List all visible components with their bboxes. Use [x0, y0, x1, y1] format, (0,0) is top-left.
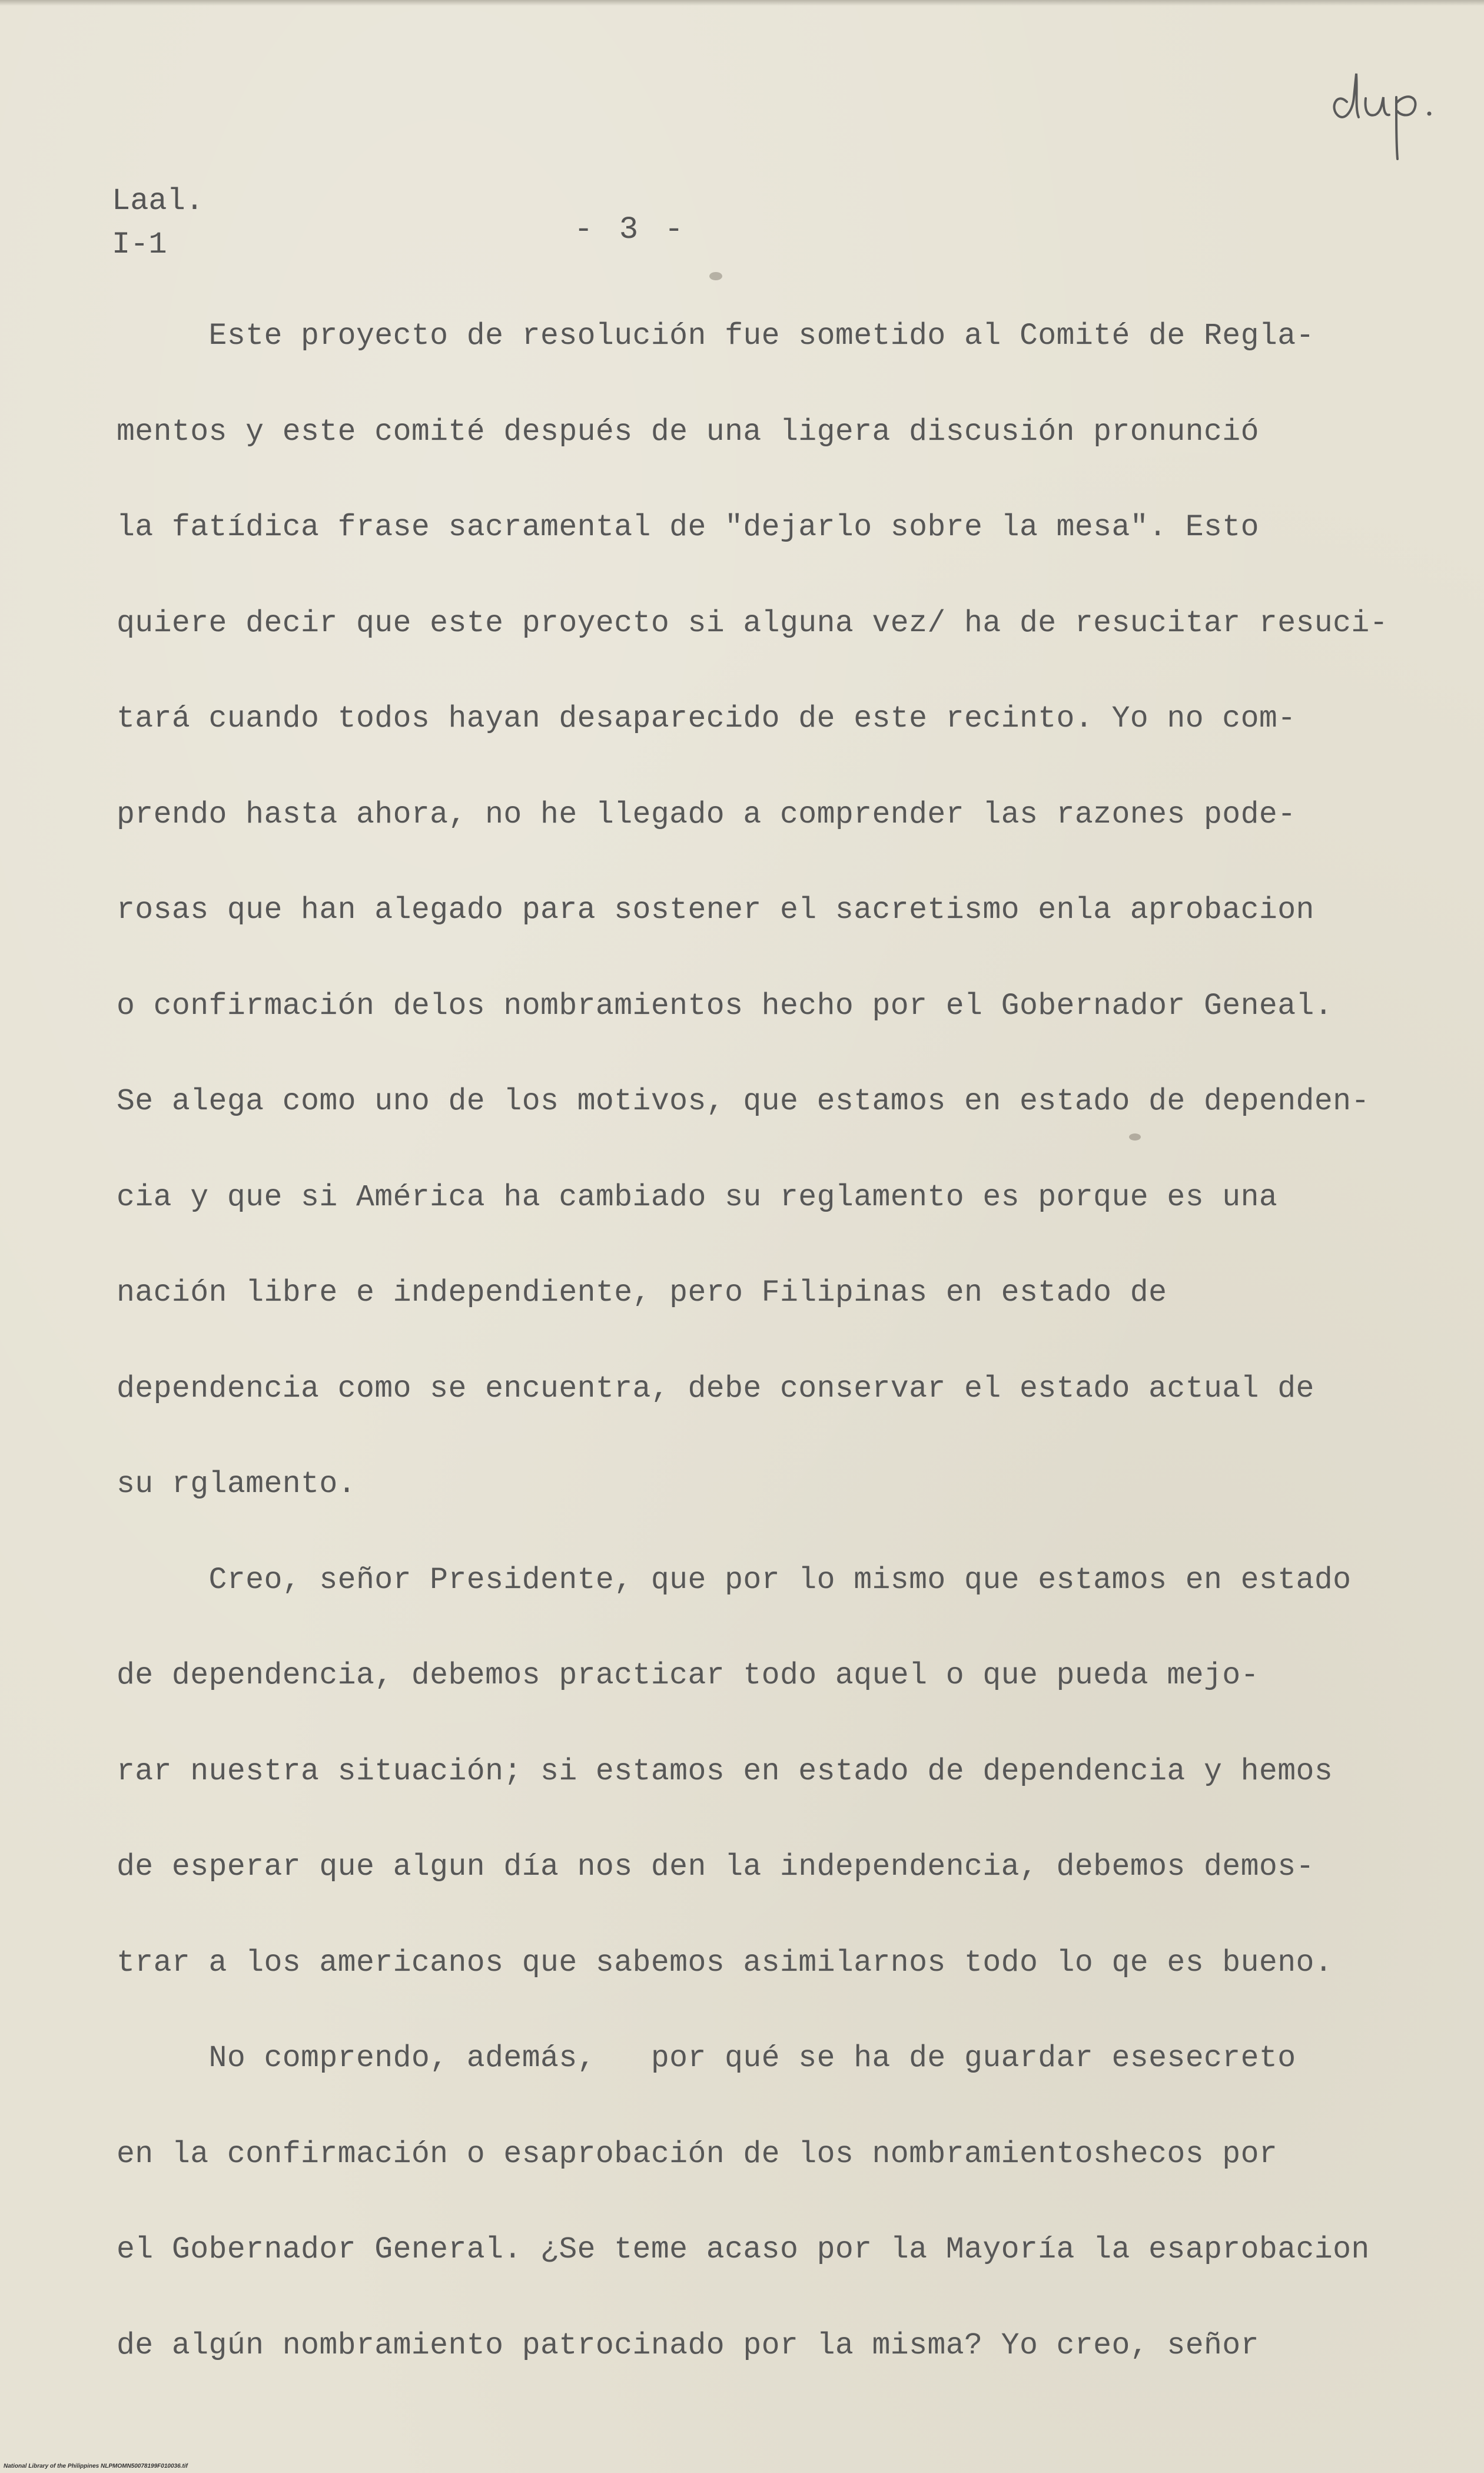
scan-top-edge	[0, 0, 1484, 6]
body-text	[117, 289, 1412, 2394]
text-line: trar a los americanos que sabemos asimilarnos todo lo qe es bueno.	[117, 1945, 1333, 1980]
ink-smudge	[1129, 1133, 1141, 1141]
header-author: Laal.	[112, 184, 204, 218]
text-line: el Gobernador General. ¿Se teme acaso por la Mayoría la esaprobacion	[117, 2233, 1370, 2267]
text-line: de algún nombramiento patrocinado por la misma? Yo creo, señor	[117, 2328, 1259, 2363]
text-line: quiere decir que este proyecto si alguna vez/ ha de resucitar resuci-	[117, 606, 1389, 641]
text-line: No comprendo, además, por qué se ha de guardar esesecreto	[117, 2041, 1296, 2076]
text-line: nación libre e independiente, pero Filipinas en estado de	[117, 1276, 1167, 1310]
text-line: Se alega como uno de los motivos, que estamos en estado de dependen-	[117, 1085, 1370, 1119]
text-line: cia y que si América ha cambiado su reglamento es porque es una	[117, 1180, 1278, 1215]
text-line: mentos y este comité después de una ligera discusión pronunció	[117, 415, 1259, 449]
text-line: rosas que han alegado para sostener el sacretismo enla aprobacion	[117, 893, 1314, 927]
document-header	[112, 180, 204, 267]
text-line: de dependencia, debemos practicar todo aquel o que pueda mejo-	[117, 1659, 1259, 1693]
scan-credit: National Library of the Philippines NLPMOMN50078199F010036.tif	[4, 2463, 188, 2469]
ink-smudge	[709, 272, 722, 280]
text-line: prendo hasta ahora, no he llegado a comprender las razones pode-	[117, 797, 1296, 832]
text-line: tará cuando todos hayan desaparecido de este recinto. Yo no com-	[117, 702, 1296, 736]
text-line: o confirmación delos nombramientos hecho por el Gobernador Geneal.	[117, 989, 1333, 1023]
text-line: Creo, señor Presidente, que por lo mismo que estamos en estado	[117, 1563, 1352, 1597]
text-line: de esperar que algun día nos den la independencia, debemos demos-	[117, 1850, 1314, 1884]
header-reference: I-1	[112, 227, 167, 262]
page-number: - 3 -	[574, 212, 688, 248]
text-line: Este proyecto de resolución fue sometido al Comité de Regla-	[117, 319, 1314, 353]
text-line: dependencia como se encuentra, debe conservar el estado actual de	[117, 1371, 1314, 1406]
text-line: la fatídica frase sacramental de "dejarlo sobre la mesa". Esto	[117, 510, 1259, 545]
text-line: en la confirmación o esaprobación de los nombramientoshecos por	[117, 2137, 1278, 2172]
text-line: su rglamento.	[117, 1467, 356, 1501]
handwritten-annotation	[1324, 56, 1454, 174]
text-line: rar nuestra situación; si estamos en estado de dependencia y hemos	[117, 1754, 1333, 1789]
